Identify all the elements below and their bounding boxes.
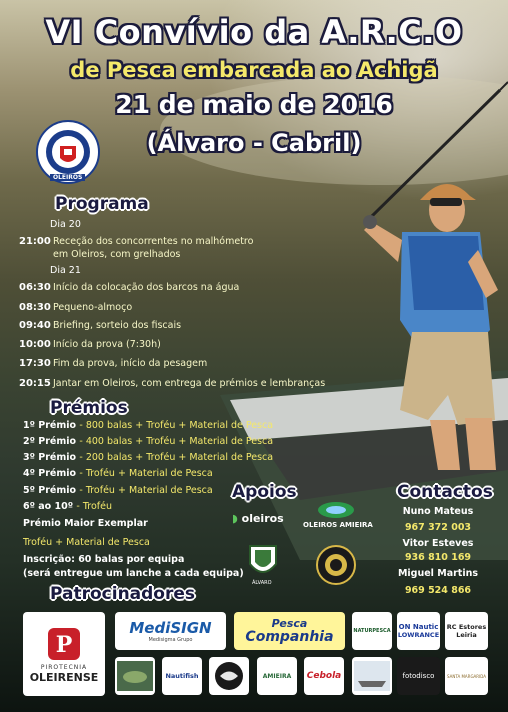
contact-phone: 936 810 169 xyxy=(404,552,472,563)
schedule-desc: Início da colocação dos barcos na água xyxy=(53,282,240,293)
sponsor-pesca-companhia xyxy=(234,612,345,650)
cebola-name: Cebola xyxy=(306,671,342,681)
apoios-heading: Apoios xyxy=(232,482,297,502)
sponsor-boat-photo xyxy=(352,657,392,695)
prize-place: 3º Prémio xyxy=(23,452,77,463)
fish-photo-icon xyxy=(117,661,153,691)
schedule-desc: Pequeno-almoço xyxy=(53,302,133,313)
inscricao-note: (será entregue um lanche a cada equipa) xyxy=(23,568,244,579)
schedule-time: 17:30 xyxy=(19,358,51,369)
title-line1: VI Convívio da A.R.C.O xyxy=(45,13,463,51)
prize-place: 2º Prémio xyxy=(23,436,77,447)
title-line2: de Pesca embarcada ao Achigã xyxy=(70,58,438,82)
premios-heading: Prémios xyxy=(50,398,128,418)
prize-desc: - 200 balas + Troféu + Material de Pesca xyxy=(79,452,274,463)
alvaro-crest-icon xyxy=(246,542,280,582)
prize-row xyxy=(23,501,112,512)
sponsor-onnautic xyxy=(397,612,440,650)
inscricao-text: Inscrição: 60 balas por equipa xyxy=(23,554,185,565)
apoio-oleiros-text: oleiros xyxy=(241,512,284,525)
prize-row xyxy=(23,485,213,496)
schedule-desc: Início da prova (7:30h) xyxy=(53,339,161,350)
prize-row xyxy=(23,452,273,463)
prize-place: 4º Prémio xyxy=(23,468,77,479)
oleiros-swirl-icon: ◗ xyxy=(232,512,238,525)
apoio-seal-icon xyxy=(316,545,356,585)
medisign-sub: Medisigma Grupo xyxy=(148,637,193,643)
prize-place: 5º Prémio xyxy=(23,485,77,496)
svg-text:P: P xyxy=(55,632,73,658)
rc-l1: RC Estores xyxy=(446,623,487,631)
sponsor-fotodisco xyxy=(397,657,440,695)
contact-phone: 967 372 003 xyxy=(404,522,472,533)
schedule-time: 10:00 xyxy=(19,339,51,350)
nautifish-name: Nautifish xyxy=(165,672,199,680)
boat-photo-icon xyxy=(354,661,390,691)
pesca-name2: Companhia xyxy=(245,628,334,645)
prize-row xyxy=(23,420,273,431)
schedule-time: 06:30 xyxy=(19,282,51,293)
maior-exemplar-label: Prémio Maior Exemplar xyxy=(23,518,148,529)
prize-desc: - 800 balas + Troféu + Material de Pesca xyxy=(79,420,274,431)
sponsor-nautifish xyxy=(162,657,202,695)
fish-logo-icon xyxy=(214,661,244,691)
pirotecnia-name2: OLEIRENSE xyxy=(29,671,99,684)
contactos-heading: Contactos xyxy=(397,482,493,502)
day-21-label: Dia 21 xyxy=(50,265,81,276)
sponsor-fish-photo xyxy=(115,657,155,695)
contact-phone: 969 524 866 xyxy=(404,585,472,596)
schedule-time: 20:15 xyxy=(19,378,51,389)
sponsor-hotel xyxy=(445,657,488,695)
amieira-name: AMIEIRA xyxy=(262,672,292,680)
programa-heading: Programa xyxy=(55,194,149,214)
prize-desc: - 400 balas + Troféu + Material de Pesca xyxy=(79,436,274,447)
maior-exemplar-prize xyxy=(23,537,150,548)
pesca-name1: Pesca xyxy=(271,616,308,630)
hotel-name: SANTA MARGARIDA xyxy=(447,673,486,679)
apoio-oleiros-logo xyxy=(232,512,284,525)
schedule-desc: em Oleiros, com grelhados xyxy=(53,249,181,260)
prize-place: 6º ao 10º xyxy=(23,501,74,512)
prize-desc: - Troféu + Material de Pesca xyxy=(79,485,213,496)
fotodisco-name: fotodisco xyxy=(402,672,435,680)
sponsor-medisign xyxy=(115,612,226,650)
title-location: (Álvaro - Cabril) xyxy=(146,129,362,157)
day-20-label: Dia 20 xyxy=(50,219,81,230)
title-date: 21 de maio de 2016 xyxy=(115,90,393,119)
pirotecnia-logo-icon xyxy=(44,624,84,664)
sponsor-fish-logo xyxy=(209,657,249,695)
sponsor-cebola xyxy=(304,657,344,695)
schedule-desc: Fim da prova, início da pesagem xyxy=(53,358,208,369)
prize-row xyxy=(23,468,213,479)
apoio-amieira-icon xyxy=(316,500,356,520)
prize-place: 1º Prémio xyxy=(23,420,77,431)
contact-name: Miguel Martins xyxy=(397,568,479,579)
sponsor-rc-estores xyxy=(445,612,488,650)
apoio-alvaro-text: ÁLVARO xyxy=(252,580,272,586)
pirotecnia-name1: PIROTECNIA xyxy=(40,664,88,671)
schedule-desc: Receção dos concorrentes no malhómetro xyxy=(53,236,254,247)
prize-desc: - Troféu + Material de Pesca xyxy=(79,468,213,479)
sponsor-naturpesca xyxy=(352,612,392,650)
rc-l2: Leiria xyxy=(456,631,477,639)
maior-exemplar-prize-text: Troféu + Material de Pesca xyxy=(23,537,150,548)
schedule-desc: Jantar em Oleiros, com entrega de prémios e lembranças xyxy=(53,378,326,389)
club-seal-text: OLEIROS xyxy=(50,174,85,181)
schedule-time: 21:00 xyxy=(19,236,51,247)
sponsor-pirotecnia xyxy=(23,612,105,696)
apoio-amieira-text: OLEIROS AMIEIRA xyxy=(303,521,373,529)
onnautic-l1: ON Nautic xyxy=(398,623,439,631)
schedule-desc: Briefing, sorteio dos fiscais xyxy=(53,320,182,331)
naturpesca-name: NATURPESCA xyxy=(353,628,391,634)
contact-name: Nuno Mateus xyxy=(402,506,474,517)
contact-name: Vitor Esteves xyxy=(402,538,474,549)
onnautic-l2: LOWRANCE xyxy=(397,631,440,639)
prize-row xyxy=(23,436,273,447)
prize-desc: - Troféu xyxy=(76,501,112,512)
medisign-name: MediSIGN xyxy=(129,619,212,637)
patrocinadores-heading: Patrocinadores xyxy=(50,584,196,604)
schedule-time: 08:30 xyxy=(19,302,51,313)
schedule-time: 09:40 xyxy=(19,320,51,331)
sponsor-amieira xyxy=(257,657,297,695)
